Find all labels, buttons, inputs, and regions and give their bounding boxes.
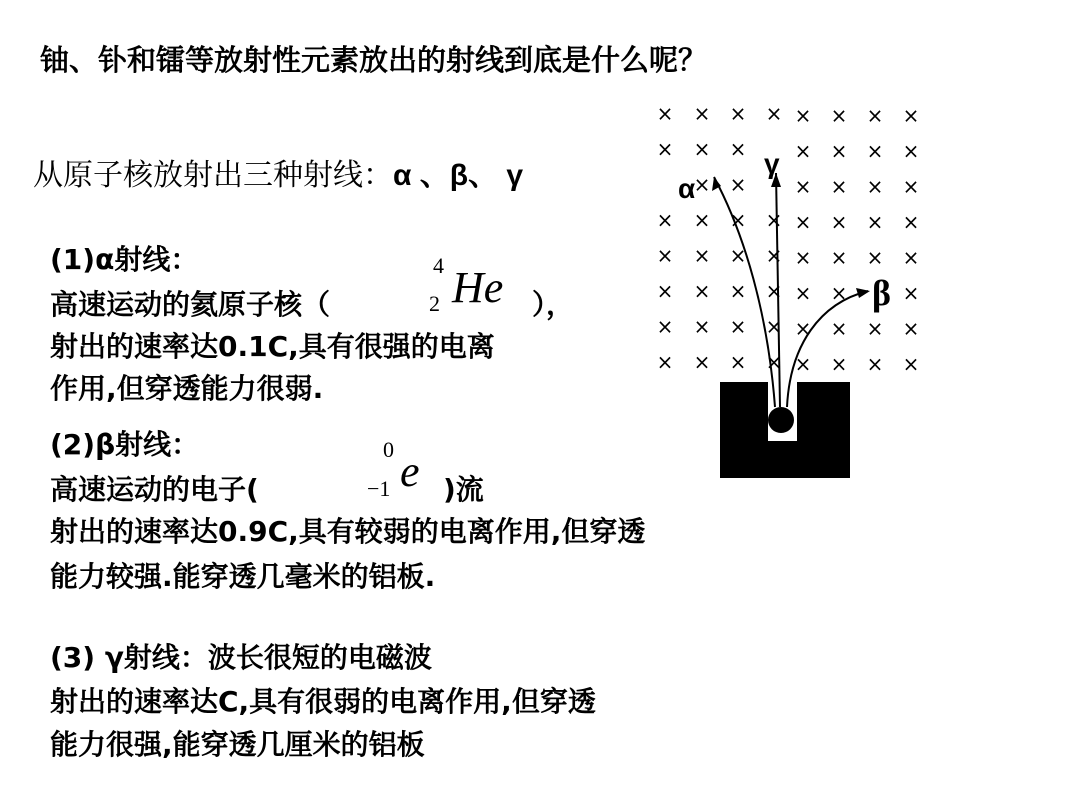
electron-symbol: e xyxy=(400,447,420,496)
beta-line-1-post: )流 xyxy=(443,473,484,506)
field-cross-mark: × xyxy=(902,210,920,234)
intro-rays: α 、β、 γ xyxy=(393,159,524,192)
field-cross-mark: × xyxy=(794,103,812,128)
field-cross-mark: × xyxy=(729,208,747,232)
field-cross-mark: × xyxy=(765,208,783,232)
field-cross-mark: × xyxy=(693,208,711,232)
field-cross-mark: × xyxy=(830,103,848,128)
field-cross-mark: × xyxy=(830,316,848,341)
field-cross-mark: × xyxy=(902,174,920,199)
field-cross-mark: × xyxy=(830,352,848,376)
field-cross-mark: × xyxy=(693,172,711,197)
field-cross-mark: × xyxy=(656,243,674,268)
field-cross-mark: × xyxy=(866,352,884,376)
field-cross-mark: × xyxy=(693,243,711,268)
electron-charge-number: −1 xyxy=(367,476,391,501)
radioactive-source xyxy=(768,407,794,433)
field-cross-mark: × xyxy=(729,243,747,268)
intro-line xyxy=(33,150,523,194)
beta-heading: (2)β射线： xyxy=(50,428,200,461)
field-cross-mark: × xyxy=(656,350,674,374)
field-cross-mark: × xyxy=(729,279,747,303)
alpha-line-1-post: ）， xyxy=(532,288,575,321)
slide-title: 铀、钋和镭等放射性元素放出的射线到底是什么呢？ xyxy=(40,43,708,77)
beta-arrowhead xyxy=(856,288,870,298)
field-cross-mark: × xyxy=(794,139,812,163)
alpha-line-1-pre: 高速运动的氦原子核（ xyxy=(50,288,331,321)
field-cross-mark: × xyxy=(765,350,783,374)
field-cross-mark: × xyxy=(902,245,920,270)
field-cross-mark: × xyxy=(830,210,848,234)
field-cross-mark: × xyxy=(794,316,812,341)
field-cross-mark: × xyxy=(830,174,848,199)
gamma-line-2: 射出的速率达C,具有很弱的电离作用,但穿透 xyxy=(50,685,596,718)
field-cross-mark: × xyxy=(765,243,783,268)
alpha-heading: (1)α射线： xyxy=(50,243,199,276)
helium-mass-number: 4 xyxy=(433,253,444,278)
field-cross-mark: × xyxy=(656,314,674,339)
field-cross-mark: × xyxy=(729,314,747,339)
alpha-line-1 xyxy=(50,283,330,323)
field-cross-mark: × xyxy=(866,174,884,199)
field-cross-mark: × xyxy=(729,350,747,374)
helium-charge-number: 2 xyxy=(429,291,440,316)
magnetic-field-marks xyxy=(657,102,920,377)
ray-deflection-diagram xyxy=(650,95,930,485)
beta-line-3: 能力较强.能穿透几毫米的铝板. xyxy=(50,560,436,593)
alpha-label: α xyxy=(678,173,696,204)
field-cross-mark: × xyxy=(866,103,884,128)
field-cross-mark: × xyxy=(866,139,884,163)
field-cross-mark: × xyxy=(656,137,674,161)
field-cross-mark: × xyxy=(830,281,848,305)
gamma-label: γ xyxy=(764,148,780,179)
field-cross-mark: × xyxy=(693,314,711,339)
gamma-line-3: 能力很强,能穿透几厘米的铝板 xyxy=(50,728,425,761)
field-cross-mark: × xyxy=(794,210,812,234)
field-cross-mark: × xyxy=(693,137,711,161)
alpha-line-3: 作用,但穿透能力很弱. xyxy=(50,372,324,405)
field-cross-mark: × xyxy=(902,352,920,376)
helium-symbol: He xyxy=(452,263,504,312)
field-cross-mark: × xyxy=(830,139,848,163)
intro-text: 从原子核放射出三种射线： xyxy=(33,158,393,193)
field-cross-mark: × xyxy=(765,101,783,126)
field-cross-mark: × xyxy=(794,352,812,376)
gamma-heading: (3) γ射线：波长很短的电磁波 xyxy=(50,641,432,674)
field-cross-mark: × xyxy=(902,316,920,341)
field-cross-mark: × xyxy=(693,279,711,303)
field-cross-mark: × xyxy=(902,103,920,128)
field-cross-mark: × xyxy=(693,101,711,126)
beta-label: β xyxy=(872,273,891,313)
field-cross-mark: × xyxy=(794,281,812,305)
field-cross-mark: × xyxy=(656,279,674,303)
field-cross-mark: × xyxy=(794,174,812,199)
electron-mass-number: 0 xyxy=(383,437,394,462)
field-cross-mark: × xyxy=(656,101,674,126)
field-cross-mark: × xyxy=(729,137,747,161)
field-cross-mark: × xyxy=(729,101,747,126)
field-cross-mark: × xyxy=(830,245,848,270)
field-cross-mark: × xyxy=(765,279,783,303)
beta-line-2: 射出的速率达0.9C,具有较弱的电离作用,但穿透 xyxy=(50,515,646,548)
field-cross-mark: × xyxy=(765,314,783,339)
field-cross-mark: × xyxy=(693,350,711,374)
field-cross-mark: × xyxy=(866,245,884,270)
field-cross-mark: × xyxy=(902,281,920,305)
field-cross-mark: × xyxy=(729,172,747,197)
field-cross-mark: × xyxy=(866,210,884,234)
field-cross-mark: × xyxy=(794,245,812,270)
beta-line-1-pre: 高速运动的电子( xyxy=(50,473,259,506)
field-cross-mark: × xyxy=(902,139,920,163)
field-cross-mark: × xyxy=(866,316,884,341)
field-cross-mark: × xyxy=(656,208,674,232)
alpha-line-2: 射出的速率达0.1C,具有很强的电离 xyxy=(50,330,495,363)
